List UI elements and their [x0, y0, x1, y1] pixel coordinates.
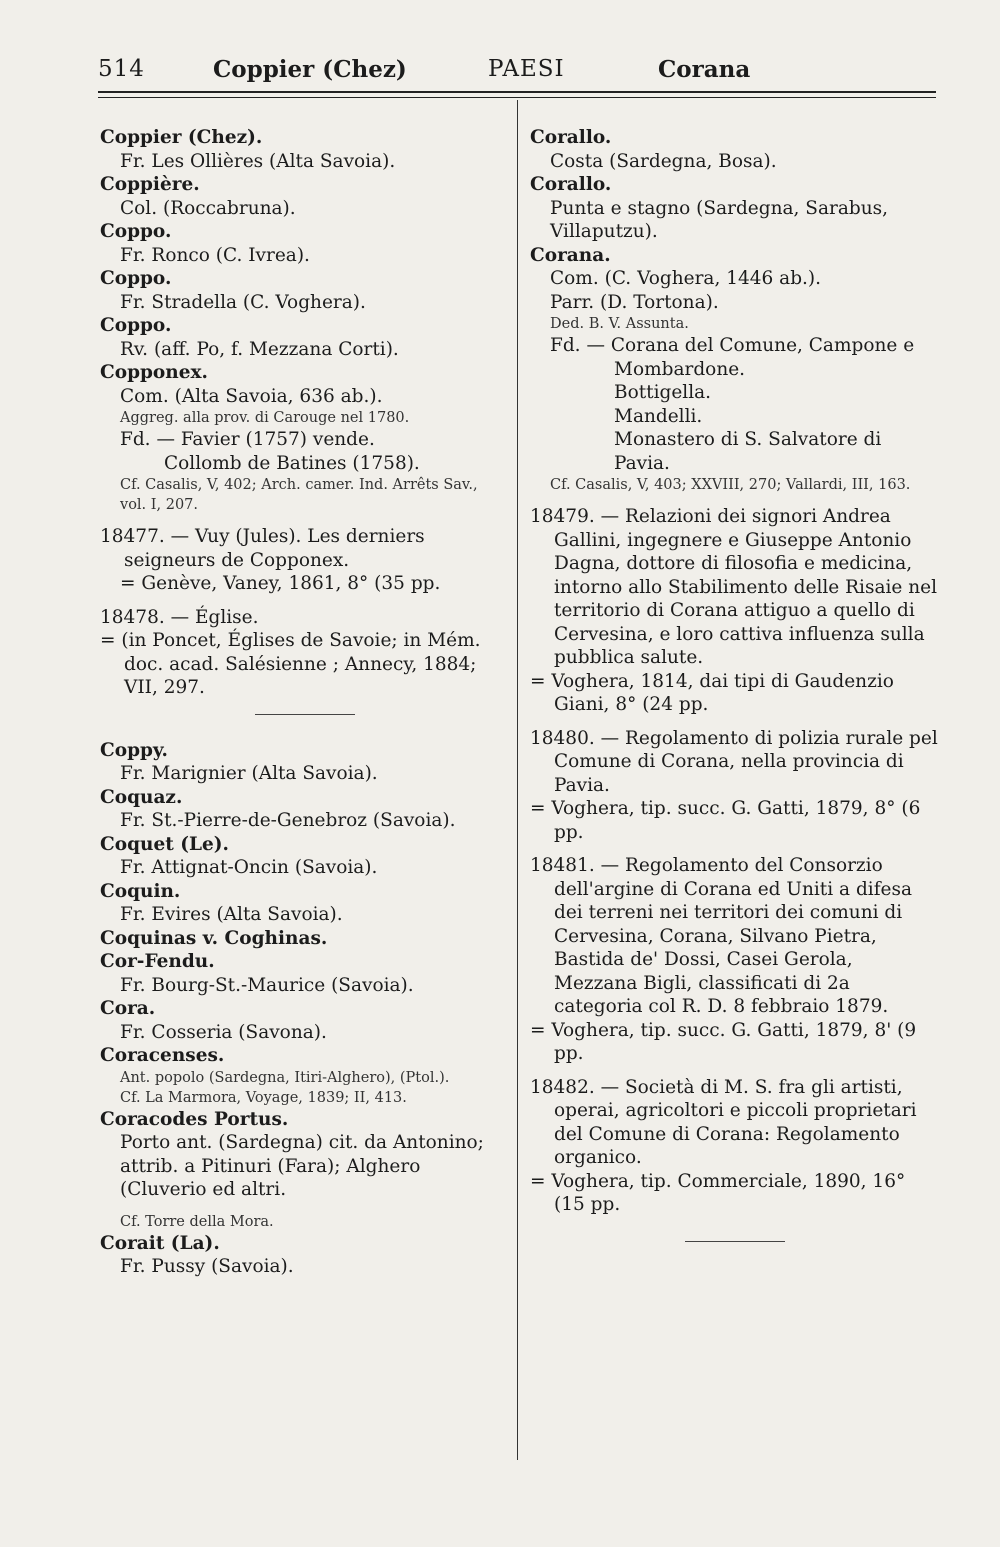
entry-heading: Cora.: [100, 998, 156, 1019]
entry-heading: Coppo.: [100, 268, 172, 289]
entry-note: Ded. B. V. Assunta.: [550, 316, 689, 332]
entry-text: Fr. Evires (Alta Savoia).: [120, 904, 343, 925]
entry-text: Bottigella.: [614, 382, 712, 403]
entry-text: Fr. Cosseria (Savona).: [120, 1021, 327, 1043]
entry-heading: Coquinas v. Coghinas.: [100, 927, 328, 949]
header-rule-thin: [98, 97, 936, 98]
entry-text: Fd. — Corana del Comune, Campone e: [550, 335, 915, 356]
bibliography-entry: = Voghera, tip. succ. G. Gatti, 1879, 8' (9 pp.: [530, 1019, 917, 1064]
entry-text: Fd. — Favier (1757) vende.: [120, 429, 375, 450]
entry-text: Costa (Sardegna, Bosa).: [550, 150, 777, 172]
entry-heading: Corallo.: [530, 127, 612, 148]
spacer: [100, 596, 508, 606]
bibliography-entry: = Voghera, 1814, dai tipi di Gaudenzio Giani, 8° (24 pp.: [530, 670, 894, 715]
column-divider: [517, 100, 518, 1460]
bibliography-entry: 18482. — Società di M. S. fra gli artisti, operai, agricoltori e piccoli proprietari del Comune di Corana: Regolamento organico.: [530, 1076, 917, 1168]
entry-text: Com. (C. Voghera, 1446 ab.).: [550, 268, 822, 289]
entry-text: Fr. Bourg-St.-Maurice (Savoia).: [120, 974, 414, 996]
entry-text: Fr. Stradella (C. Voghera).: [120, 291, 366, 313]
section-separator: [255, 714, 355, 715]
entry-text: Punta e stagno (Sardegna, Sarabus, Villaputzu).: [550, 197, 888, 242]
entry-heading: Coppo.: [100, 315, 172, 336]
entry-text: Fr. Pussy (Savoia).: [120, 1256, 294, 1277]
entry-note: Cf. Casalis, V, 403; XXVIII, 270; Vallardi, III, 163.: [550, 477, 911, 493]
entry-text: Fr. St.-Pierre-de-Genebroz (Savoia).: [120, 810, 456, 831]
bibliography-entry: = Voghera, tip. succ. G. Gatti, 1879, 8° (6 pp.: [530, 798, 921, 843]
spacer: [530, 717, 938, 727]
spacer: [530, 1066, 938, 1076]
entry-text: Parr. (D. Tortona).: [550, 291, 719, 313]
section-separator: [685, 1241, 785, 1242]
bibliography-entry: 18477. — Vuy (Jules). Les derniers seigneurs de Copponex.: [100, 526, 425, 571]
entry-text: Fr. Les Ollières (Alta Savoia).: [120, 150, 396, 172]
right-catchword: Corana: [658, 56, 751, 83]
bibliography-entry: = (in Poncet, Églises de Savoie; in Mém. doc. acad. Salésienne ; Annecy, 1884; VII, 297.: [100, 630, 481, 698]
left-catchword: Coppier (Chez): [213, 56, 407, 83]
spacer: [530, 844, 938, 854]
entry-heading: Coquin.: [100, 880, 181, 902]
entry-heading: Coracodes Portus.: [100, 1108, 289, 1130]
entry-text: Fr. Ronco (C. Ivrea).: [120, 244, 310, 266]
entry-text: Mandelli.: [614, 405, 703, 427]
running-header: [98, 56, 936, 90]
spacer: [530, 1217, 938, 1227]
entry-heading: Coracenses.: [100, 1045, 225, 1066]
bibliography-entry: 18478. — Église.: [100, 606, 259, 628]
entry-heading: Coppier (Chez).: [100, 127, 263, 148]
entry-note: Cf. Torre della Mora.: [120, 1213, 274, 1230]
entry-note: Aggreg. alla prov. di Carouge nel 1780.: [120, 410, 410, 426]
spacer: [100, 515, 508, 525]
right-column: [530, 126, 938, 1266]
entry-heading: Corana.: [530, 244, 611, 266]
header-rule-thick: [98, 91, 936, 93]
entry-heading: Coquaz.: [100, 786, 183, 808]
entry-text: Fr. Marignier (Alta Savoia).: [120, 763, 378, 784]
entry-heading: Corait (La).: [100, 1232, 220, 1254]
entry-note: Ant. popolo (Sardegna, Itiri-Alghero), (Ptol.).: [120, 1069, 450, 1086]
entry-text: Monastero di S. Salvatore di Pavia.: [614, 429, 882, 474]
bibliography-entry: = Voghera, tip. Commerciale, 1890, 16° (15 pp.: [530, 1170, 906, 1215]
entry-heading: Copponex.: [100, 362, 208, 383]
entry-heading: Coquet (Le).: [100, 833, 229, 855]
entry-note: Cf. La Marmora, Voyage, 1839; II, 413.: [120, 1089, 407, 1106]
bibliography-entry: 18481. — Regolamento del Consorzio dell'argine di Corana ed Uniti a difesa dei terreni nei territori dei comuni di Cervesina, Corana, Silvano Pietra, Bastida de' Dossi, Casei Gerola, Mezzana Bigli, classificati di 2a categoria col R. D. 8 febbraio 1879.: [530, 855, 913, 1017]
left-column: [100, 126, 508, 1279]
bibliography-entry: 18479. — Relazioni dei signori Andrea Gallini, ingegnere e Giuseppe Antonio Dagna, dottore di filosofia e medicina, intorno allo Stabilimento delle Risaie nel territorio di Corana attiguo a quello di Cervesina, e loro cattiva influenza sulla pubblica salute.: [530, 506, 937, 668]
entry-text: Com. (Alta Savoia, 636 ab.).: [120, 385, 383, 407]
page-number: 514: [98, 56, 145, 82]
entry-heading: Cor-Fendu.: [100, 951, 215, 972]
section-title: PAESI: [488, 56, 565, 82]
spacer: [530, 495, 938, 505]
entry-text: = Genève, Vaney, 1861, 8° (35 pp.: [120, 573, 441, 594]
entry-heading: Coppo.: [100, 221, 172, 242]
entry-note: Cf. Casalis, V, 402; Arch. camer. Ind. Arrêts Sav., vol. I, 207.: [120, 477, 478, 513]
entry-text: Porto ant. (Sardegna) cit. da Antonino; attrib. a Pitinuri (Fara); Alghero (Cluverio ed altri.: [120, 1132, 484, 1200]
entry-text: Rv. (aff. Po, f. Mezzana Corti).: [120, 338, 399, 360]
entry-text: Fr. Attignat-Oncin (Savoia).: [120, 857, 378, 878]
entry-text: Mombardone.: [614, 358, 746, 380]
entry-heading: Coppy.: [100, 739, 169, 761]
bibliography-entry: 18480. — Regolamento di polizia rurale pel Comune di Corana, nella provincia di Pavia.: [530, 727, 938, 796]
entry-text: Col. (Roccabruna).: [120, 197, 296, 219]
entry-heading: Coppière.: [100, 174, 200, 195]
spacer: [100, 1202, 508, 1212]
entry-heading: Corallo.: [530, 174, 612, 195]
entry-text: Collomb de Batines (1758).: [164, 452, 420, 474]
